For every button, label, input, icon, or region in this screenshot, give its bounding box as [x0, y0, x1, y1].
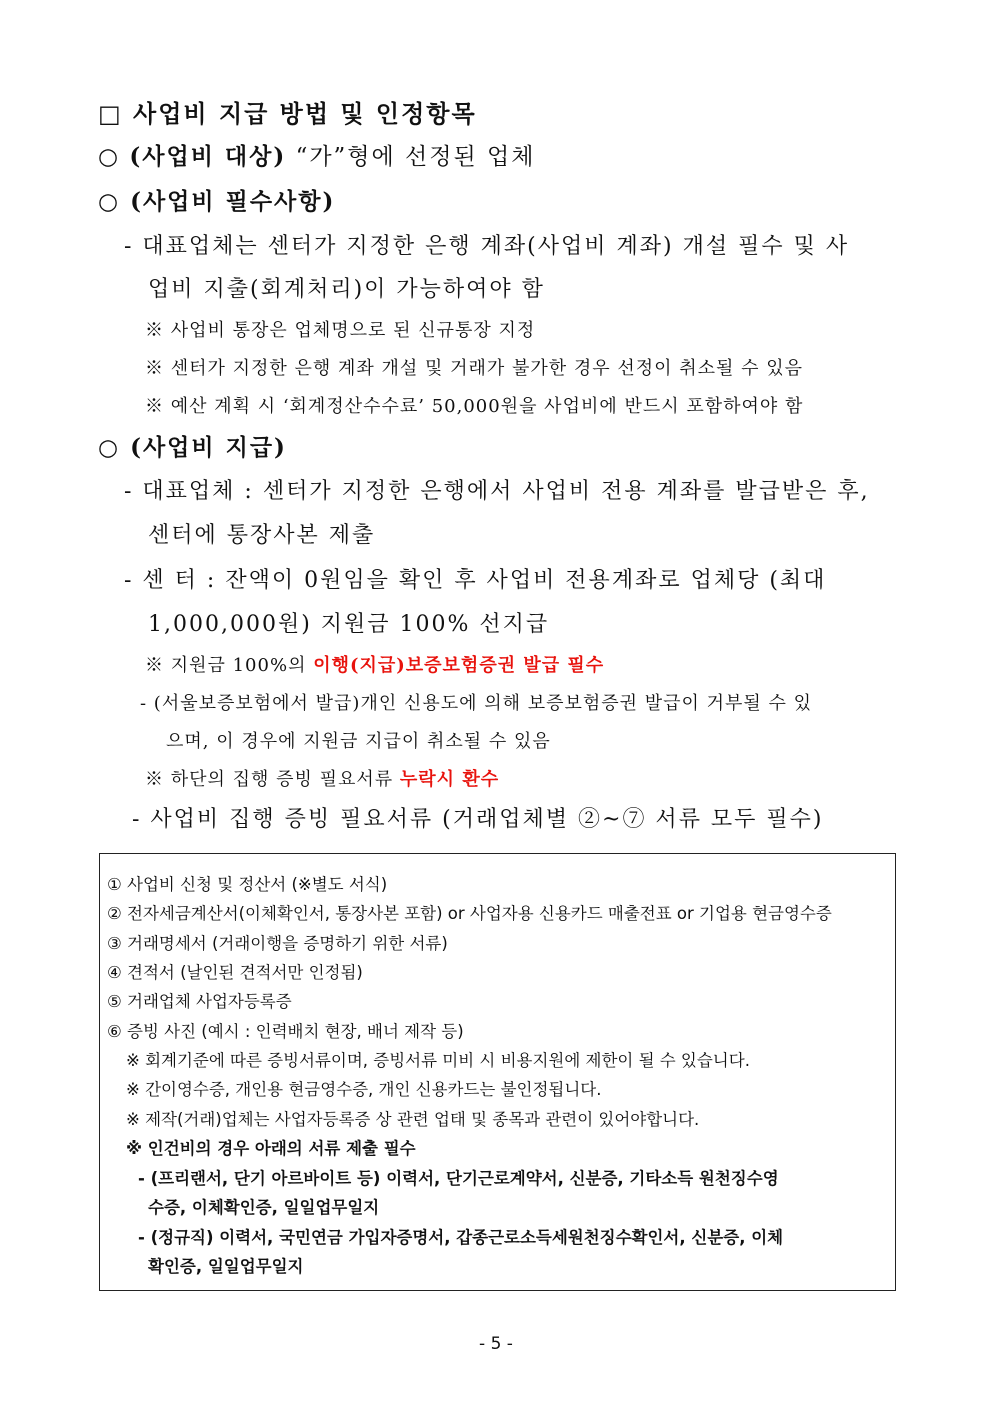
required-line-2: 업비 지출(회계처리)이 가능하여야 함 — [148, 277, 545, 302]
payment-note-guarantee — [145, 651, 604, 677]
required-line-1-text: - 대표업체는 센터가 지정한 은행 계좌(사업비 계좌) 개설 필수 및 사 — [124, 234, 850, 259]
section-heading: □ 사업비 지급 방법 및 인정항목 — [98, 99, 477, 128]
payment-title: ○ (사업비 지급) — [98, 434, 287, 461]
required-title: ○ (사업비 필수사항) — [98, 188, 336, 215]
payment-center-line-2: 1,000,000원) 지원금 100% 선지급 — [148, 612, 550, 637]
labor-cost-title: ※ 인건비의 경우 아래의 서류 제출 필수 — [126, 1139, 416, 1158]
regular-docs-line-2: 확인증, 일일업무일지 — [148, 1257, 304, 1276]
page-number: - 5 - — [479, 1334, 513, 1354]
payment-rep-line-1: - 대표업체 : 센터가 지정한 은행에서 사업비 전용 계좌를 발급받은 후, — [124, 479, 870, 504]
evidence-documents-box — [99, 853, 896, 1291]
required-line-1 — [124, 229, 896, 260]
target-prefix: ○ — [98, 144, 130, 170]
target-text: “가”형에 선정된 업체 — [286, 144, 536, 170]
regular-docs-line-1: - (정규직) 이력서, 국민연금 가입자증명서, 갑종근로소득세원천징수확인서, 신분증, 이체 — [138, 1228, 784, 1247]
doc-item-3: ③ 거래명세서 (거래이행을 증명하기 위한 서류) — [107, 934, 448, 953]
payment-sub-line-2: 으며, 이 경우에 지원금 지급이 취소될 수 있음 — [166, 731, 551, 752]
doc-item-6: ⑥ 증빙 사진 (예시 : 인력배치 현장, 배너 제작 등) — [107, 1022, 464, 1041]
payment-sub-line-1: - (서울보증보험에서 발급)개인 신용도에 의해 보증보험증권 발급이 거부될 수 있 — [140, 693, 813, 714]
required-note-2: ※ 센터가 지정한 은행 계좌 개설 및 거래가 불가한 경우 선정이 취소될 수 있음 — [145, 358, 804, 379]
evidence-documents-line: - 사업비 집행 증빙 필요서류 (거래업체별 ②~⑦ 서류 모두 필수) — [132, 807, 824, 832]
required-note-3: ※ 예산 계획 시 ‘회계정산수수료’ 50,000원을 사업비에 반드시 포함하여야 함 — [145, 396, 804, 417]
doc-item-1: ① 사업비 신청 및 정산서 (※별도 서식) — [107, 875, 388, 894]
required-note-1: ※ 사업비 통장은 업체명으로 된 신규통장 지정 — [145, 320, 536, 341]
box-note-3: ※ 제작(거래)업체는 사업자등록증 상 관련 업태 및 종목과 관련이 있어야합니다. — [126, 1110, 700, 1129]
target-label: (사업비 대상) — [129, 143, 287, 170]
payment-note-refund — [145, 765, 499, 791]
freelancer-docs-line-2: 수증, 이체확인증, 일일업무일지 — [148, 1198, 380, 1217]
freelancer-docs-line-1: - (프리랜서, 단기 아르바이트 등) 이력서, 단기근로계약서, 신분증, 기타소득 원천징수영 — [138, 1169, 779, 1188]
payment-note-guarantee-prefix: ※ 지원금 100%의 — [145, 655, 314, 676]
target-line — [98, 138, 535, 171]
box-note-2: ※ 간이영수증, 개인용 현금영수증, 개인 신용카드는 불인정됩니다. — [126, 1080, 602, 1099]
payment-note-refund-highlight: 누락시 환수 — [399, 769, 500, 790]
payment-rep-line-2: 센터에 통장사본 제출 — [148, 523, 376, 548]
doc-item-5: ⑤ 거래업체 사업자등록증 — [107, 992, 292, 1011]
payment-note-guarantee-highlight: 이행(지급)보증보험증권 발급 필수 — [313, 655, 605, 676]
box-note-1: ※ 회계기준에 따른 증빙서류이며, 증빙서류 미비 시 비용지원에 제한이 될 수 있습니다. — [126, 1051, 750, 1070]
payment-note-refund-prefix: ※ 하단의 집행 증빙 필요서류 — [145, 769, 400, 790]
doc-item-2: ② 전자세금계산서(이체확인서, 통장사본 포함) or 사업자용 신용카드 매출전표 or 기업용 현금영수증 — [107, 904, 832, 923]
doc-item-4: ④ 견적서 (날인된 견적서만 인정됨) — [107, 963, 363, 982]
payment-center-line-1: - 센 터 : 잔액이 0원임을 확인 후 사업비 전용계좌로 업체당 (최대 — [124, 568, 827, 593]
